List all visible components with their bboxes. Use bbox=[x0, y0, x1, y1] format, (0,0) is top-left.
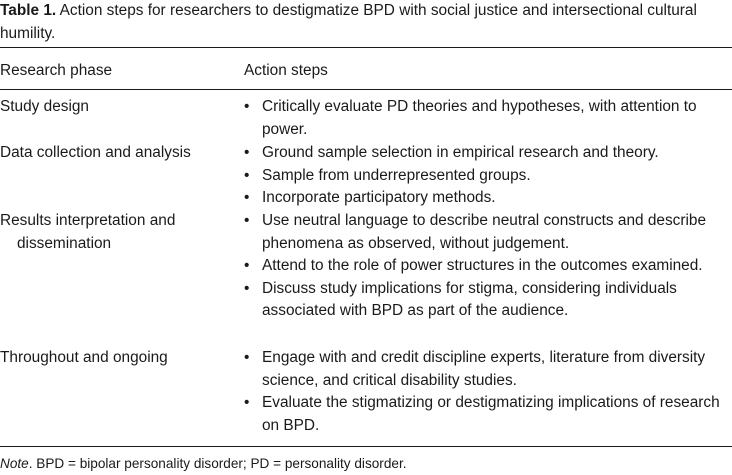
row-data-collection-steps bbox=[244, 142, 730, 210]
header-rule bbox=[0, 89, 732, 90]
table-note bbox=[0, 455, 407, 473]
table-caption bbox=[0, 0, 732, 45]
action-step: • Discuss study implications for stigma, considering individuals associated with BPD as part of the audience. bbox=[244, 278, 730, 323]
top-rule bbox=[0, 47, 732, 48]
note-text: . BPD = bipolar personality disorder; PD = personality disorder. bbox=[28, 456, 407, 471]
action-step: • Incorporate participatory methods. bbox=[244, 187, 730, 210]
row-study-design-steps bbox=[244, 96, 730, 141]
table-label: Table 1. bbox=[0, 2, 57, 19]
action-step: • Engage with and credit discipline experts, literature from diversity science, and critical disability studies. bbox=[244, 347, 730, 392]
header-action-steps: Action steps bbox=[244, 62, 328, 79]
bottom-rule bbox=[0, 446, 732, 447]
phase-line-2: dissemination bbox=[17, 234, 112, 252]
row-results-phase bbox=[0, 210, 232, 255]
action-step: • Evaluate the stigmatizing or destigmatizing implications of research on BPD. bbox=[244, 392, 730, 437]
action-step: • Ground sample selection in empirical research and theory. bbox=[244, 142, 730, 165]
row-throughout-steps bbox=[244, 347, 730, 437]
header-research-phase: Research phase bbox=[0, 62, 113, 79]
row-throughout-phase: Throughout and ongoing bbox=[0, 349, 168, 366]
action-step: • Critically evaluate PD theories and hypotheses, with attention to power. bbox=[244, 96, 730, 141]
action-step: • Sample from underrepresented groups. bbox=[244, 165, 730, 188]
table-title: Action steps for researchers to destigmatize BPD with social justice and intersectional cultural humility. bbox=[0, 2, 697, 42]
phase-line-1: Results interpretation and bbox=[0, 212, 176, 229]
row-results-steps bbox=[244, 210, 730, 323]
row-study-design-phase: Study design bbox=[0, 98, 89, 115]
action-step: • Use neutral language to describe neutral constructs and describe phenomena as observed, without judgement. bbox=[244, 210, 730, 255]
row-data-collection-phase: Data collection and analysis bbox=[0, 144, 191, 161]
note-label: Note bbox=[0, 456, 29, 471]
action-step: • Attend to the role of power structures in the outcomes examined. bbox=[244, 255, 730, 278]
